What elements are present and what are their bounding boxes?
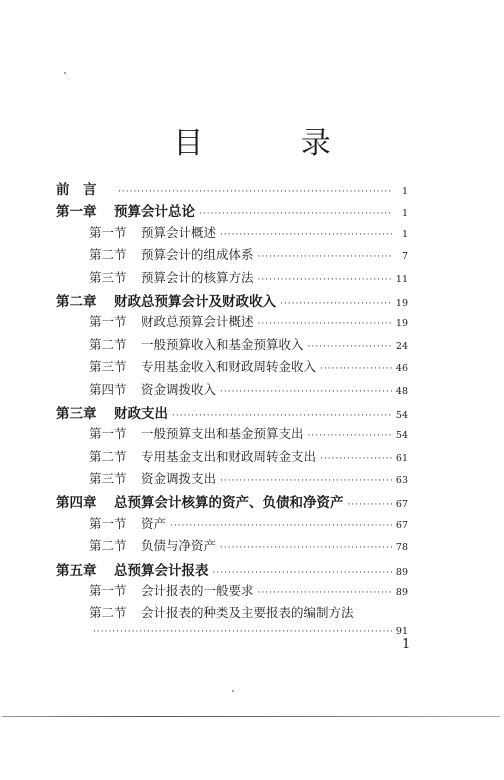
- toc-entry-section[interactable]: [56, 514, 408, 536]
- toc-entry-number: 第一节: [89, 314, 127, 330]
- toc-entry-number: 第二节: [89, 336, 127, 352]
- toc-entry-chapter-2[interactable]: [56, 290, 408, 312]
- toc-entry-number: 第四节: [89, 381, 127, 397]
- scan-speck: [64, 72, 66, 74]
- dot-leader: [213, 568, 392, 578]
- toc-entry-label: 一般预算支出和基金预算支出: [141, 426, 304, 442]
- dot-leader: [170, 521, 392, 531]
- toc-entry-number: 第五章: [56, 562, 97, 579]
- dot-leader: [220, 476, 392, 486]
- toc-entry-label: 资产: [141, 515, 167, 531]
- toc-entry-page: 91: [395, 625, 408, 637]
- toc-entry-number: 前 言: [56, 182, 97, 198]
- dot-leader: [280, 299, 392, 309]
- table-of-contents: [56, 178, 408, 648]
- toc-entry-page: 48: [395, 385, 408, 397]
- toc-entry-section[interactable]: [56, 581, 408, 603]
- dot-leader: [308, 342, 392, 352]
- toc-entry-number: 第二节: [89, 448, 127, 464]
- dot-leader: [308, 431, 392, 441]
- bottom-rule: [2, 716, 500, 717]
- toc-entry-label: 专用基金支出和财政周转金支出: [141, 448, 317, 464]
- dot-leader: [258, 252, 392, 262]
- toc-entry-section[interactable]: [56, 469, 408, 491]
- toc-entry-page: 67: [395, 519, 408, 531]
- toc-entry-page: 67: [395, 499, 408, 511]
- toc-entry-label: 负债与净资产: [141, 538, 217, 554]
- toc-entry-page: 78: [395, 542, 408, 554]
- toc-entry-number: 第二节: [89, 605, 127, 621]
- dot-leader: [220, 387, 392, 397]
- dot-leader: [258, 319, 392, 329]
- toc-entry-section[interactable]: [56, 603, 408, 625]
- dot-leader: [118, 187, 392, 197]
- toc-entry-number: 第三节: [89, 269, 127, 285]
- toc-entry-section[interactable]: [56, 245, 408, 267]
- toc-entry-label: 会计报表的一般要求: [141, 583, 254, 599]
- dot-leader: [258, 588, 392, 598]
- toc-entry-label: 资金调拨支出: [141, 471, 217, 487]
- toc-entry-page: 54: [395, 430, 408, 442]
- toc-entry-label: 财政总预算会计及财政收入: [114, 293, 276, 310]
- toc-entry-number: 第一节: [89, 583, 127, 599]
- toc-entry-label: 预算会计概述: [141, 224, 217, 240]
- toc-entry-page: 1: [401, 208, 408, 220]
- toc-entry-section[interactable]: [56, 357, 408, 379]
- page-title: 目 录: [173, 126, 375, 161]
- scan-speck: [232, 690, 234, 692]
- toc-entry-label: 财政支出: [114, 405, 168, 422]
- dot-leader: [348, 500, 392, 510]
- toc-entry-chapter-1[interactable]: [56, 200, 408, 222]
- toc-entry-chapter-4[interactable]: [56, 491, 408, 513]
- toc-entry-page: 24: [395, 340, 408, 352]
- toc-entry-number: 第一章: [56, 204, 97, 221]
- toc-entry-label: 预算会计的组成体系: [141, 247, 254, 263]
- toc-entry-number: 第二章: [56, 293, 97, 310]
- toc-entry-number: 第一节: [89, 515, 127, 531]
- toc-entry-label: 财政总预算会计概述: [141, 314, 254, 330]
- dot-leader: [199, 209, 392, 219]
- toc-entry-section[interactable]: [56, 447, 408, 469]
- toc-entry-page: 19: [395, 318, 408, 330]
- toc-entry-page: 19: [395, 297, 408, 309]
- toc-entry-section[interactable]: [56, 312, 408, 334]
- toc-entry-chapter-5[interactable]: [56, 559, 408, 581]
- toc-entry-number: 第一节: [89, 224, 127, 240]
- dot-leader: [172, 411, 392, 421]
- toc-entry-continuation[interactable]: [56, 626, 408, 648]
- toc-entry-number: 第二节: [89, 538, 127, 554]
- toc-entry-page: 89: [395, 587, 408, 599]
- toc-entry-section[interactable]: [56, 536, 408, 558]
- toc-entry-section[interactable]: [56, 335, 408, 357]
- dot-leader: [258, 275, 392, 285]
- toc-entry-page: 89: [395, 566, 408, 578]
- toc-entry-number: 第三节: [89, 471, 127, 487]
- toc-entry-preface[interactable]: [56, 178, 408, 200]
- toc-entry-page: 7: [401, 251, 408, 263]
- toc-entry-number: 第三节: [89, 359, 127, 375]
- toc-entry-page: 1: [401, 186, 408, 197]
- toc-entry-label: 专用基金收入和财政周转金收入: [141, 359, 317, 375]
- toc-entry-page: 11: [395, 273, 408, 285]
- dot-leader: [220, 230, 392, 240]
- toc-entry-label: 总预算会计核算的资产、负债和净资产: [114, 495, 344, 512]
- toc-entry-label: 资金调拨收入: [141, 381, 217, 397]
- dot-leader: [320, 454, 392, 464]
- toc-entry-chapter-3[interactable]: [56, 402, 408, 424]
- toc-entry-number: 第四章: [56, 495, 97, 512]
- toc-entry-page: 61: [395, 452, 408, 464]
- dot-leader: [320, 364, 392, 374]
- toc-entry-page: 54: [395, 409, 408, 421]
- toc-entry-section[interactable]: [56, 268, 408, 290]
- toc-entry-page: 46: [395, 363, 408, 375]
- toc-entry-number: 第二节: [89, 247, 127, 263]
- toc-entry-section[interactable]: [56, 380, 408, 402]
- toc-entry-label: 会计报表的种类及主要报表的编制方法: [141, 605, 354, 621]
- toc-entry-section[interactable]: [56, 223, 408, 245]
- toc-entry-label: 预算会计总论: [114, 204, 195, 221]
- toc-entry-section[interactable]: [56, 424, 408, 446]
- toc-entry-page: 1: [401, 228, 408, 240]
- dot-leader: [220, 543, 392, 553]
- toc-entry-page: 63: [395, 475, 408, 487]
- page-number: 1: [402, 637, 411, 652]
- toc-entry-label: 总预算会计报表: [114, 562, 209, 579]
- toc-entry-label: 预算会计的核算方法: [141, 269, 254, 285]
- toc-entry-number: 第一节: [89, 426, 127, 442]
- dot-leader: [93, 627, 392, 637]
- toc-entry-label: 一般预算收入和基金预算收入: [141, 336, 304, 352]
- toc-entry-number: 第三章: [56, 405, 97, 422]
